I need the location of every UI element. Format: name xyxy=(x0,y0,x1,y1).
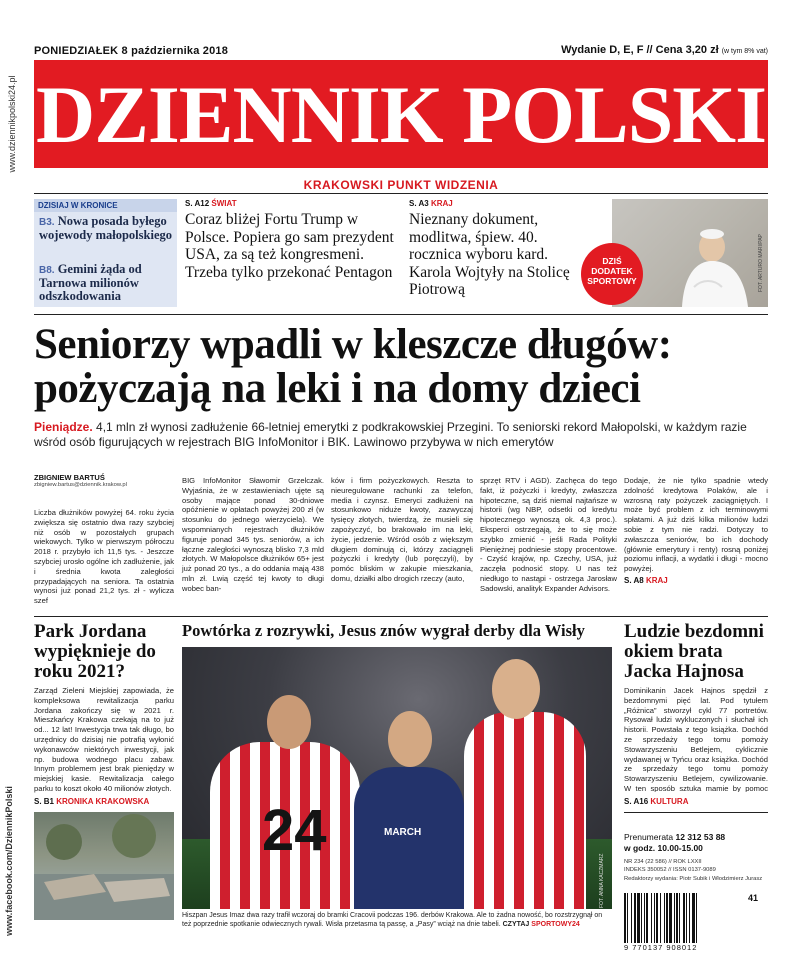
kronika-title: DZISIAJ W KRONICE xyxy=(34,199,177,212)
issue-index: INDEKS 350052 // ISSN 0137-9089 xyxy=(624,866,716,873)
lead-author xyxy=(34,473,174,488)
issue-code: 41 xyxy=(748,893,759,903)
kraj-headline: Nieznany dokument, modlitwa, śpiew. 40. rocznica wyboru kard. Karola Wojtyły na Stolicę Piotrową xyxy=(409,211,570,298)
barcode-bar xyxy=(624,893,626,943)
barcode-digits: 9 770137 908012 xyxy=(624,943,698,952)
lead-col-2: BIG InfoMonitor Sławomir Grzelczak. Wyjaśnia, że w zestawieniach ujęte są osoby mające ponad 30-dniowe opóźnienie w opłatach powyżej 200 zł (w stosunku do jednego wierzyciela). We wspomnianych rejestrach dłużników figuruje ponad 345 tys. seniorów, a ich łączne zaległości wynoszą blisko 7,3 mld złotych. W Małopolsce dłużników 65+ jest już ponad 20 tys., a do oddania mają 438 mln zł. Lwią część tej kwoty to długi wobec ban- xyxy=(182,476,324,593)
barcode-bar xyxy=(644,893,645,943)
park-body: Zarząd Zieleni Miejskiej zapowiada, że kompleksowa rewitalizacja parku Jordana zakończy się w 2021 r. Mieszkańcy Krakowa czekają na to już od... 12 lat! Inwestycja trwa tak długo, bo urzędnicy do dzisiaj nie potrafią wyłonić wykonawców niektórych inwestycji, jak np. budowa wodnego placu zabaw. Innym problemem jest brak pieniędzy w miejskiej kasie. Rewitalizacja całego parku to koszt około 40 milionów złotych. xyxy=(34,686,174,793)
issue-editors: Redaktorzy wydania: Piotr Subik i Włodzimierz Jurasz xyxy=(624,876,763,882)
issue-nr: NR 234 (22 586) // ROK LXXII xyxy=(624,859,702,865)
derby-caption-ref[interactable]: SPORTOWY24 xyxy=(531,921,580,928)
park-photo xyxy=(34,812,174,920)
derby-photo-credit: FOT. ANNA KACZMARZ xyxy=(599,853,605,908)
divider xyxy=(34,616,768,617)
derby-caption-tail: CZYTAJ xyxy=(502,921,530,928)
barcode-bar xyxy=(651,893,652,943)
kronika-item-2-page: B8. xyxy=(39,265,55,276)
barcode-bar xyxy=(627,893,628,943)
player-middle-head xyxy=(388,711,432,767)
edition-price xyxy=(561,44,768,56)
barcode-bar xyxy=(660,893,661,943)
lead-kicker: Pieniądze. xyxy=(34,420,93,434)
derby-headline[interactable]: Powtórka z rozrywki, Jesus znów wygrał derby dla Wisły xyxy=(182,621,585,640)
barcode-bar xyxy=(674,893,675,943)
barcode-bar xyxy=(686,893,687,943)
masthead-title: DZIENNIK POLSKI xyxy=(35,69,766,160)
divider xyxy=(34,314,768,315)
lead-ref-page: S. A8 xyxy=(624,575,644,585)
divider xyxy=(34,193,768,194)
barcode-bar xyxy=(641,893,642,943)
swiat-teaser[interactable] xyxy=(185,199,397,307)
kronika-item-2-text: Gemini żąda od Tarnowa milionów odszkodowania xyxy=(39,262,142,303)
barcode-bar xyxy=(669,893,672,943)
lead-standfirst xyxy=(34,420,768,449)
park-photo-art xyxy=(34,812,174,920)
swiat-ref xyxy=(185,199,397,208)
lead-headline[interactable]: Seniorzy wpadli w kleszcze długów: pożyczają na leki i na domy dzieci xyxy=(34,321,672,412)
issue-date: PONIEDZIAŁEK 8 października 2018 xyxy=(34,45,229,57)
barcode-bar xyxy=(646,893,648,943)
park-ref[interactable] xyxy=(34,797,149,806)
homeless-headline[interactable]: Ludzie bezdomni okiem brata Jacka Hajnosa xyxy=(624,621,764,682)
lead-col-1: Liczba dłużników powyżej 64. roku życia zwiększa się ostatnio dwa razy szybciej niż osób w pozostałych grupach wiekowych. Tylko w pierwszym półroczu 2018 r. przybyło ich 11,5 tys. - Jeszcze szybciej urosło ogólne ich zadłużenie, jak i średnia kwota zaległości przypadających na seniora. Ta ostatnia wynosi już ponad 21,2 tys. zł - wylicza szef xyxy=(34,508,174,606)
lead-col-5-ref[interactable] xyxy=(624,576,768,585)
lead-col-5 xyxy=(624,476,768,585)
lead-col-5-text: Dodaje, że nie tylko spadnie wtedy zdolność kredytowa Polaków, ale i wzrosną raty pożyczek zaciągniętych. I może być problem z ich terminowymi spłatami. A już dziś kilka milionów ludzi sobie z tym nie radzi. Dotyczy to zwłaszcza seniorów, bo ich dochody (głównie emerytury i renty) rosną poniżej poziomu inflacji, a wydatki i długi - mocno powyżej. xyxy=(624,476,768,574)
price: // Cena 3,20 zł xyxy=(646,44,719,56)
swiat-label: ŚWIAT xyxy=(211,199,237,208)
park-headline[interactable]: Park Jordana wypięknieje do roku 2021? xyxy=(34,621,156,682)
lead-ref-label: KRAJ xyxy=(645,575,668,585)
derby-caption xyxy=(182,911,612,929)
kronika-box[interactable] xyxy=(34,199,177,307)
player-right-head xyxy=(492,659,540,719)
lead-col-4: sprzęt RTV i AGD). Zachęca do tego fakt, iż pożyczki i kredyty, zwłaszcza hipoteczne, są dziś niemal najtańsze w historii (wg NBP, odsetki od kredytu hipotecznego wynoszą ok. 4,3 proc.). Eksperci ostrzegają, że to się może szybko zmienić - jeśli Rada Polityki Pieniężnej podniesie stopy procentowe. - Czyść krajów, np. Czechy, USA, już zaczęła podnosić stopy. U nas też niedługo to nastąpi - ostrzega Jarosław Sadowski, analityk Expander Advisors. xyxy=(480,476,617,593)
barcode-bar xyxy=(676,893,678,943)
edition: Wydanie D, E, F xyxy=(561,44,644,56)
player-middle xyxy=(354,767,464,909)
barcode-bar xyxy=(679,893,680,943)
subscription xyxy=(624,832,774,854)
subs-phone[interactable]: 12 312 53 88 xyxy=(675,832,726,842)
kronika-item-2[interactable] xyxy=(39,263,174,303)
barcode-bar xyxy=(631,893,632,943)
barcode-bar xyxy=(664,893,665,943)
barcode-bar xyxy=(654,893,655,943)
kraj-ref xyxy=(409,199,579,208)
kraj-page: S. A3 xyxy=(409,199,429,208)
kronika-item-1-text: Nowa posada byłego wojewody małopolskiego xyxy=(39,214,172,242)
side-facebook[interactable]: www.facebook.com/DziennikPolski xyxy=(4,786,14,936)
lead-col-3: ków i firm pożyczkowych. Reszta to nieuregulowane rachunki za telefon, media i czynsz. Emeryci zadłużeni na stosunkowo niduże kwoty, zazwyczaj tysięcy złotych, twierdzą, że musieli się zapożyczyć, bo brakowało im na leki, życie, jedzenie. Wśród osób z większym długiem dominują ci, którzy zaciągnęli pożyczki i kredyty (lub poręczyli), by pomóc bliskim w zakupie mieszkania, domu, działki albo drogich rzeczy (auto, xyxy=(331,476,473,583)
barcode-bar xyxy=(634,893,636,943)
swiat-page: S. A12 xyxy=(185,199,210,208)
kronika-item-1-page: B3. xyxy=(39,217,55,228)
author-email[interactable]: zbigniew.bartus@dziennik.krakow.pl xyxy=(34,482,127,488)
barcode-bar xyxy=(692,893,695,943)
masthead-tagline: KRAKOWSKI PUNKT WIDZENIA xyxy=(303,178,499,192)
sports-badge[interactable] xyxy=(581,243,643,305)
issue-info xyxy=(624,859,774,884)
subs-hours: w godz. 10.00-15.00 xyxy=(624,843,703,853)
badge-line-2: DODATEK xyxy=(591,266,633,276)
lead-standfirst-text: 4,1 mln zł wynosi zadłużenie 66-letniej emerytki z podkrakowskiej Przegini. To seniorski rekord Małopolski, w każdym razie wśród osób figurujących w rejestrach BIG InfoMonitor i BIK. Lawinowo przybywa w nich emerytów xyxy=(34,420,747,449)
barcode-bar xyxy=(683,893,685,943)
shirt-number: 24 xyxy=(262,798,327,863)
barcode-bar xyxy=(666,893,668,943)
kronika-item-1[interactable] xyxy=(39,215,174,242)
divider xyxy=(624,812,768,813)
pope-photo-credit: FOT. ARTURO MARI/PAP xyxy=(758,234,764,292)
barcode-bar xyxy=(637,893,640,943)
barcode-bar xyxy=(696,893,697,943)
homeless-ref-label: KULTURA xyxy=(650,797,689,806)
barcode-bar xyxy=(689,893,690,943)
homeless-body: Dominikanin Jacek Hajnos spędził z bezdomnymi pięć lat. Pod tytułem „Różnica” stworzył cykl 77 portretów. Rysował ludzi wykluczonych i słuchał ich historii. Powstała z tego książka. Dochód ze sprzedaży tego tomu pomoży Stowarzyszeniu Betlejem, cyklicznie wydawanej w Tyńcu oraz książka. Dochód ze sprzedaży tego tomu pomoży Stowarzyszeniu Betlejem, cywilizowanie. W ten sposób sztuka mamie by pomoc xyxy=(624,686,768,792)
subs-label: Prenumerata xyxy=(624,832,674,842)
barcode xyxy=(624,893,768,955)
homeless-ref[interactable] xyxy=(624,797,688,806)
vat-note: (w tym 8% vat) xyxy=(721,48,768,55)
derby-caption-text: Hiszpan Jesus Imaz dwa razy trafił wczoraj do bramki Cracovii podczas 196. derbów Krakowa. Ale to żadna nowość, bo rozstrzygnął on też poprzednie spotkanie odwiecznych rywali. Wisła przetasma tą passę, a „Pasy” wciąż na dnie tabeli. xyxy=(182,912,603,928)
shirt-sponsor: MARCH xyxy=(384,827,422,838)
park-ref-label: KRONIKA KRAKOWSKA xyxy=(56,797,150,806)
badge-line-1: DZIŚ xyxy=(602,256,622,266)
barcode-bars xyxy=(624,893,744,943)
derby-photo xyxy=(182,647,612,909)
player-left-head xyxy=(267,695,311,749)
kraj-label: KRAJ xyxy=(430,199,453,208)
homeless-ref-page: S. A16 xyxy=(624,797,649,806)
side-url[interactable]: www.dziennikpolski24.pl xyxy=(7,75,17,173)
barcode-bar xyxy=(656,893,658,943)
badge-line-3: SPORTOWY xyxy=(587,276,637,286)
swiat-headline: Coraz bliżej Fortu Trump w Polsce. Popiera go sam prezydent USA, za są też kongresmeni. Trzeba tylko przekonać Pentagon xyxy=(185,211,394,281)
author-name: ZBIGNIEW BARTUŚ xyxy=(34,473,105,482)
park-ref-page: S. B1 xyxy=(34,797,55,806)
masthead-banner xyxy=(34,60,768,168)
kraj-teaser[interactable] xyxy=(409,199,579,307)
player-right xyxy=(464,712,586,909)
